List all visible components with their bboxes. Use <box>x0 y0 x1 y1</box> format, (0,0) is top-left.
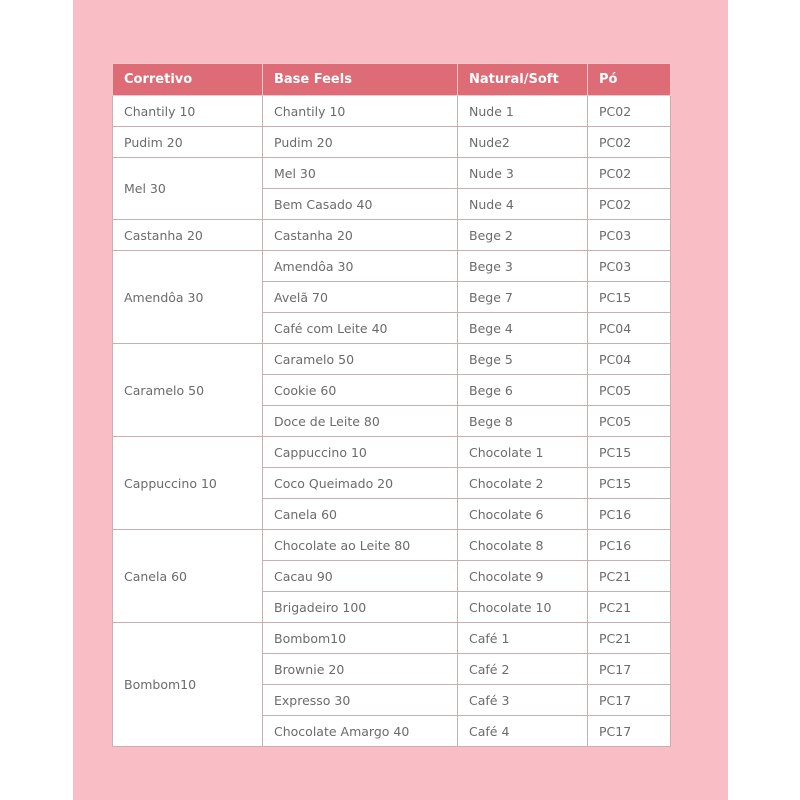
base-feels-cell: Chocolate Amargo 40 <box>263 716 458 747</box>
table-row <box>113 530 671 561</box>
natural-soft-cell: Café 3 <box>458 685 588 716</box>
base-feels-cell: Bem Casado 40 <box>263 189 458 220</box>
natural-soft-cell: Chocolate 9 <box>458 561 588 592</box>
natural-soft-cell: Chocolate 10 <box>458 592 588 623</box>
po-cell: PC16 <box>588 530 671 561</box>
corretivo-cell: Castanha 20 <box>113 220 263 251</box>
header-po: Pó <box>588 64 671 96</box>
po-cell: PC21 <box>588 623 671 654</box>
natural-soft-cell: Bege 2 <box>458 220 588 251</box>
base-feels-cell: Canela 60 <box>263 499 458 530</box>
shade-comparison-sheet <box>112 63 670 747</box>
po-cell: PC15 <box>588 468 671 499</box>
po-cell: PC17 <box>588 654 671 685</box>
po-cell: PC05 <box>588 375 671 406</box>
po-cell: PC03 <box>588 220 671 251</box>
table-row <box>113 437 671 468</box>
table-row <box>113 96 671 127</box>
corretivo-cell: Pudim 20 <box>113 127 263 158</box>
natural-soft-cell: Nude2 <box>458 127 588 158</box>
corretivo-cell: Canela 60 <box>113 530 263 623</box>
natural-soft-cell: Café 2 <box>458 654 588 685</box>
po-cell: PC02 <box>588 158 671 189</box>
base-feels-cell: Chantily 10 <box>263 96 458 127</box>
natural-soft-cell: Chocolate 1 <box>458 437 588 468</box>
base-feels-cell: Expresso 30 <box>263 685 458 716</box>
base-feels-cell: Brownie 20 <box>263 654 458 685</box>
po-cell: PC03 <box>588 251 671 282</box>
natural-soft-cell: Nude 3 <box>458 158 588 189</box>
base-feels-cell: Cappuccino 10 <box>263 437 458 468</box>
corretivo-cell: Mel 30 <box>113 158 263 220</box>
po-cell: PC04 <box>588 344 671 375</box>
natural-soft-cell: Chocolate 6 <box>458 499 588 530</box>
po-cell: PC05 <box>588 406 671 437</box>
base-feels-cell: Castanha 20 <box>263 220 458 251</box>
base-feels-cell: Brigadeiro 100 <box>263 592 458 623</box>
base-feels-cell: Pudim 20 <box>263 127 458 158</box>
natural-soft-cell: Nude 1 <box>458 96 588 127</box>
table-row <box>113 344 671 375</box>
natural-soft-cell: Bege 7 <box>458 282 588 313</box>
corretivo-cell: Chantily 10 <box>113 96 263 127</box>
natural-soft-cell: Bege 3 <box>458 251 588 282</box>
natural-soft-cell: Bege 4 <box>458 313 588 344</box>
po-cell: PC15 <box>588 282 671 313</box>
shade-table <box>112 63 671 747</box>
natural-soft-cell: Bege 5 <box>458 344 588 375</box>
natural-soft-cell: Café 1 <box>458 623 588 654</box>
table-row <box>113 127 671 158</box>
po-cell: PC16 <box>588 499 671 530</box>
natural-soft-cell: Chocolate 2 <box>458 468 588 499</box>
base-feels-cell: Cacau 90 <box>263 561 458 592</box>
base-feels-cell: Caramelo 50 <box>263 344 458 375</box>
natural-soft-cell: Bege 6 <box>458 375 588 406</box>
base-feels-cell: Amendôa 30 <box>263 251 458 282</box>
corretivo-cell: Cappuccino 10 <box>113 437 263 530</box>
natural-soft-cell: Café 4 <box>458 716 588 747</box>
header-base-feels: Base Feels <box>263 64 458 96</box>
table-row <box>113 220 671 251</box>
po-cell: PC02 <box>588 189 671 220</box>
po-cell: PC21 <box>588 561 671 592</box>
base-feels-cell: Avelã 70 <box>263 282 458 313</box>
natural-soft-cell: Bege 8 <box>458 406 588 437</box>
base-feels-cell: Café com Leite 40 <box>263 313 458 344</box>
base-feels-cell: Doce de Leite 80 <box>263 406 458 437</box>
table-row <box>113 158 671 189</box>
header-corretivo: Corretivo <box>113 64 263 96</box>
base-feels-cell: Chocolate ao Leite 80 <box>263 530 458 561</box>
po-cell: PC21 <box>588 592 671 623</box>
table-row <box>113 251 671 282</box>
natural-soft-cell: Chocolate 8 <box>458 530 588 561</box>
po-cell: PC02 <box>588 127 671 158</box>
corretivo-cell: Amendôa 30 <box>113 251 263 344</box>
table-row <box>113 623 671 654</box>
po-cell: PC02 <box>588 96 671 127</box>
corretivo-cell: Bombom10 <box>113 623 263 747</box>
header-row <box>113 64 671 96</box>
table-body <box>113 96 671 747</box>
base-feels-cell: Coco Queimado 20 <box>263 468 458 499</box>
natural-soft-cell: Nude 4 <box>458 189 588 220</box>
base-feels-cell: Cookie 60 <box>263 375 458 406</box>
po-cell: PC17 <box>588 685 671 716</box>
header-natural-soft: Natural/Soft <box>458 64 588 96</box>
po-cell: PC17 <box>588 716 671 747</box>
corretivo-cell: Caramelo 50 <box>113 344 263 437</box>
po-cell: PC15 <box>588 437 671 468</box>
base-feels-cell: Bombom10 <box>263 623 458 654</box>
po-cell: PC04 <box>588 313 671 344</box>
base-feels-cell: Mel 30 <box>263 158 458 189</box>
